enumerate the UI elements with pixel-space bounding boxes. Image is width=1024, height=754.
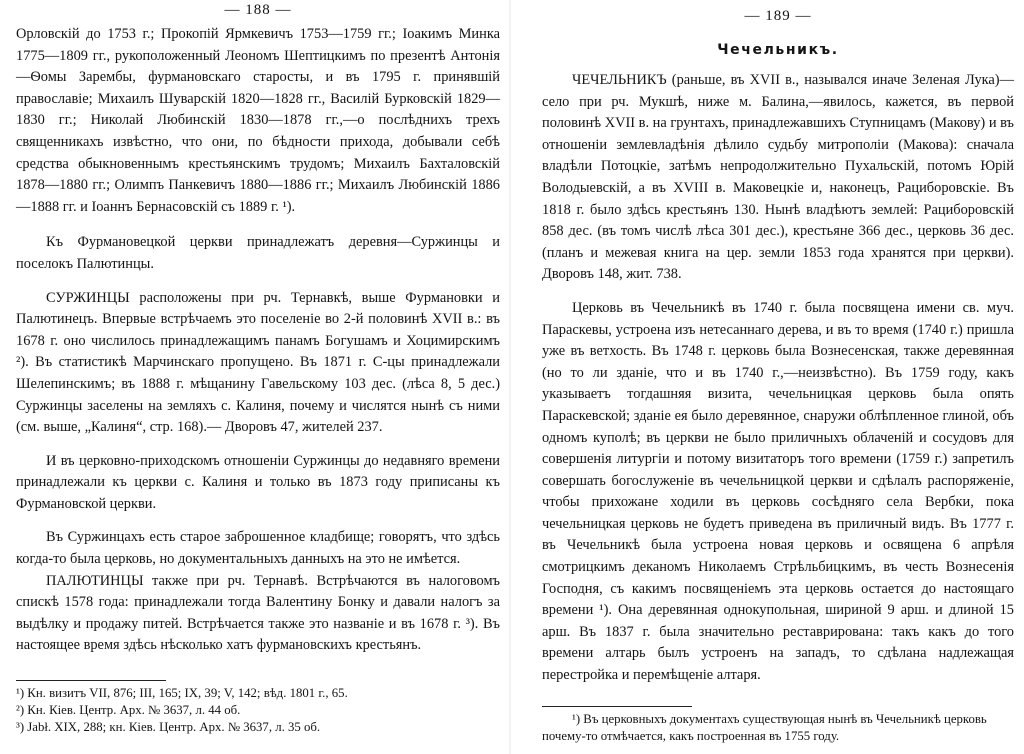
- page-number: — 189 —: [744, 8, 812, 24]
- paragraph-clergy-list: Орловскій до 1753 г.; Прокопій Ярмкевичъ 1753—1759 гг.; Іоакимъ Минка 1775—1809 гг., рукоположенный Леономъ Шептицкимъ по презентѣ Антонія—Ѳомы Зарембы, фурмановскаго старосты, и въ 1795 г. принявшій православіе; Михаилъ Шуварскій 1820—1828 гг., Василій Бурковскій 1829—1830 гг.; Николай Любинскій 1830—1878 гг.,—о послѣднихъ трехъ священникахъ извѣстно, что они, по бѣдности прихода, добывали себѣ средства обыкновеннымъ крестьянскимъ трудомъ; Михаилъ Бахталовскій 1878—1880 гг.; Олимпъ Панкевичъ 1880—1886 гг.; Михаилъ Любинскій 1886—1888 гг. и Іоаннъ Бернасовскій съ 1889 г. ¹).: [16, 26, 500, 215]
- paragraph-surzhintsy: СУРЖИНЦЫ расположены при рч. Тернавкѣ, выше Фурмановки и Палютинецъ. Впервые встрѣчаемъ это поселеніе во 2-й половинѣ XVII в.: въ 1678 г. оно числилось принадлежащимъ панамъ Богушамъ и Хоцимирскимъ ²). Въ статистикѣ Марчинскаго пропущено. Въ 1871 г. С-цы принадлежали Шелепинскимъ; въ 1888 г. мѣщанину Гавельскому 103 дес. (лѣса 8, 5 дес.) Суржинцы заселены на земляхъ с. Калиня, почему и числятся нынѣ съ ними (см. выше, „Калиня“, стр. 168).— Дворовъ 47, жителей 237.: [16, 289, 500, 436]
- footnote-rule: [542, 706, 692, 707]
- paragraph-chechelnik-church: Церковь въ Чечельникѣ въ 1740 г. была посвящена имени св. муч. Параскевы, устроена изъ нетесаннаго дерева, и въ то время (1740 г.) пришла уже въ ветхость. Въ 1748 г. церковь была Вознесенская, также деревянная (но то ли зданіе, что и въ 1740 г.,—неизвѣстно). Въ 1759 году, какъ указываетъ тогдашняя визита, чечельницкая церковь была опять Параскевской; зданіе ея было деревянное, снаружи облѣпленное глиной, объ одномъ куполѣ; въ церкви не было приличныхъ облаченій и сосудовъ для совершенія литургіи и потому визитаторъ того времени (1759 г.) запретилъ совершать богослуженіе въ чечельницкой церкви и сдѣлалъ распоряженіе, чтобы прихожане ходили въ церковь сосѣдняго села Вербки, пока чечельницкая церковь не будетъ приведена въ приличный видъ. Въ 1777 г. въ Чечельникѣ была устроена новая церковь и освящена 6 апрѣля смотрицкимъ деканомъ Николаемъ Стрѣльбицкимъ, въ честь Вознесенія Господня, съ какимъ посвященіемъ эта церковь остается до настоящаго времени ¹). Она деревянная однокупольная, шириной 9 арш. и длиной 15 арш. Въ 1837 г. была значительно реставрирована: такъ какъ до того времени алтарь былъ устроенъ на западъ, то сдѣлана надлежащая перестройка и перемѣщеніе алтаря.: [542, 299, 1014, 684]
- footnote: ³) Jabł. XIX, 288; кн. Кіев. Центр. Арх. № 3637, л. 35 об.: [16, 720, 321, 734]
- footnote: ¹) Кн. визитъ VII, 876; III, 165; IX, 39; V, 142; вѣд. 1801 г., 65.: [16, 686, 348, 700]
- paragraph-chechelnik-village: ЧЕЧЕЛЬНИКЪ (раньше, въ XVII в., назывался иначе Зеленая Лука)—село при рч. Мукшѣ, ниже м. Балина,—явилось, кажется, въ первой половинѣ XVII в. на грунтахъ, принадлежавшихъ Ступницамъ (Макову) и въ отношеніи землевладѣнія дѣлило судьбу митрополіи (Макова): сначала владѣли Потоцкіе, затѣмъ непродолжительно Пухальскій, потомъ Юрій Володыевскій, а въ XVIII в. Маковецкіе и, наконецъ, Рациборовскіе. Въ 1818 г. было здѣсь крестьянъ 130. Нынѣ владѣютъ землей: Рациборовскій 858 дес. (въ томъ числѣ лѣса 301 дес.), крестьяне 366 дес., церковь 36 дес. (планъ и межевая книга на цер. земли 1853 года хранятся при церкви). Дворовъ 148, жит. 738.: [542, 72, 1014, 283]
- page-number: — 188 —: [224, 2, 292, 18]
- book-gutter: [509, 0, 511, 754]
- footnotes: [16, 680, 500, 736]
- paragraph-surzhintsy-cemetery: Въ Суржинцахъ есть старое заброшенное кладбище; говорятъ, что здѣсь когда-то была церковь, но документальныхъ данныхъ на это не имѣется.: [16, 529, 500, 568]
- left-page: [0, 0, 508, 754]
- footnote: ¹) Въ церковныхъ документахъ существующая нынѣ въ Чечельникѣ церковь почему-то отмѣчается, какъ построенная въ 1755 году.: [542, 712, 987, 743]
- footnotes: [542, 706, 1014, 745]
- paragraph-palyutintsy: ПАЛЮТИНЦЫ также при рч. Тернавѣ. Встрѣчаются въ налоговомъ спискѣ 1578 года: принадлежали тогда Валентину Бонку и давали налогъ за выдѣлку и продажу питей. Встрѣчается также это названіе и въ 1678 г. ³). Въ настоящее время здѣсь нѣсколько хатъ фурмановскихъ крестьянъ.: [16, 572, 500, 654]
- paragraph-surzhintsy-parish: И въ церковно-приходскомъ отношеніи Суржинцы до недавняго времени принадлежали къ церкви с. Калиня и только въ 1873 году приписаны къ Фурмановской церкви.: [16, 452, 500, 512]
- right-page: [512, 0, 1024, 754]
- footnote-rule: [16, 680, 166, 681]
- footnote: ²) Кн. Кіев. Центр. Арх. № 3637, л. 44 об.: [16, 703, 241, 717]
- paragraph-parish-villages: Къ Фурмановецкой церкви принадлежатъ деревня—Суржинцы и поселокъ Палютинцы.: [16, 234, 500, 272]
- section-title: Чечельникъ.: [717, 42, 839, 58]
